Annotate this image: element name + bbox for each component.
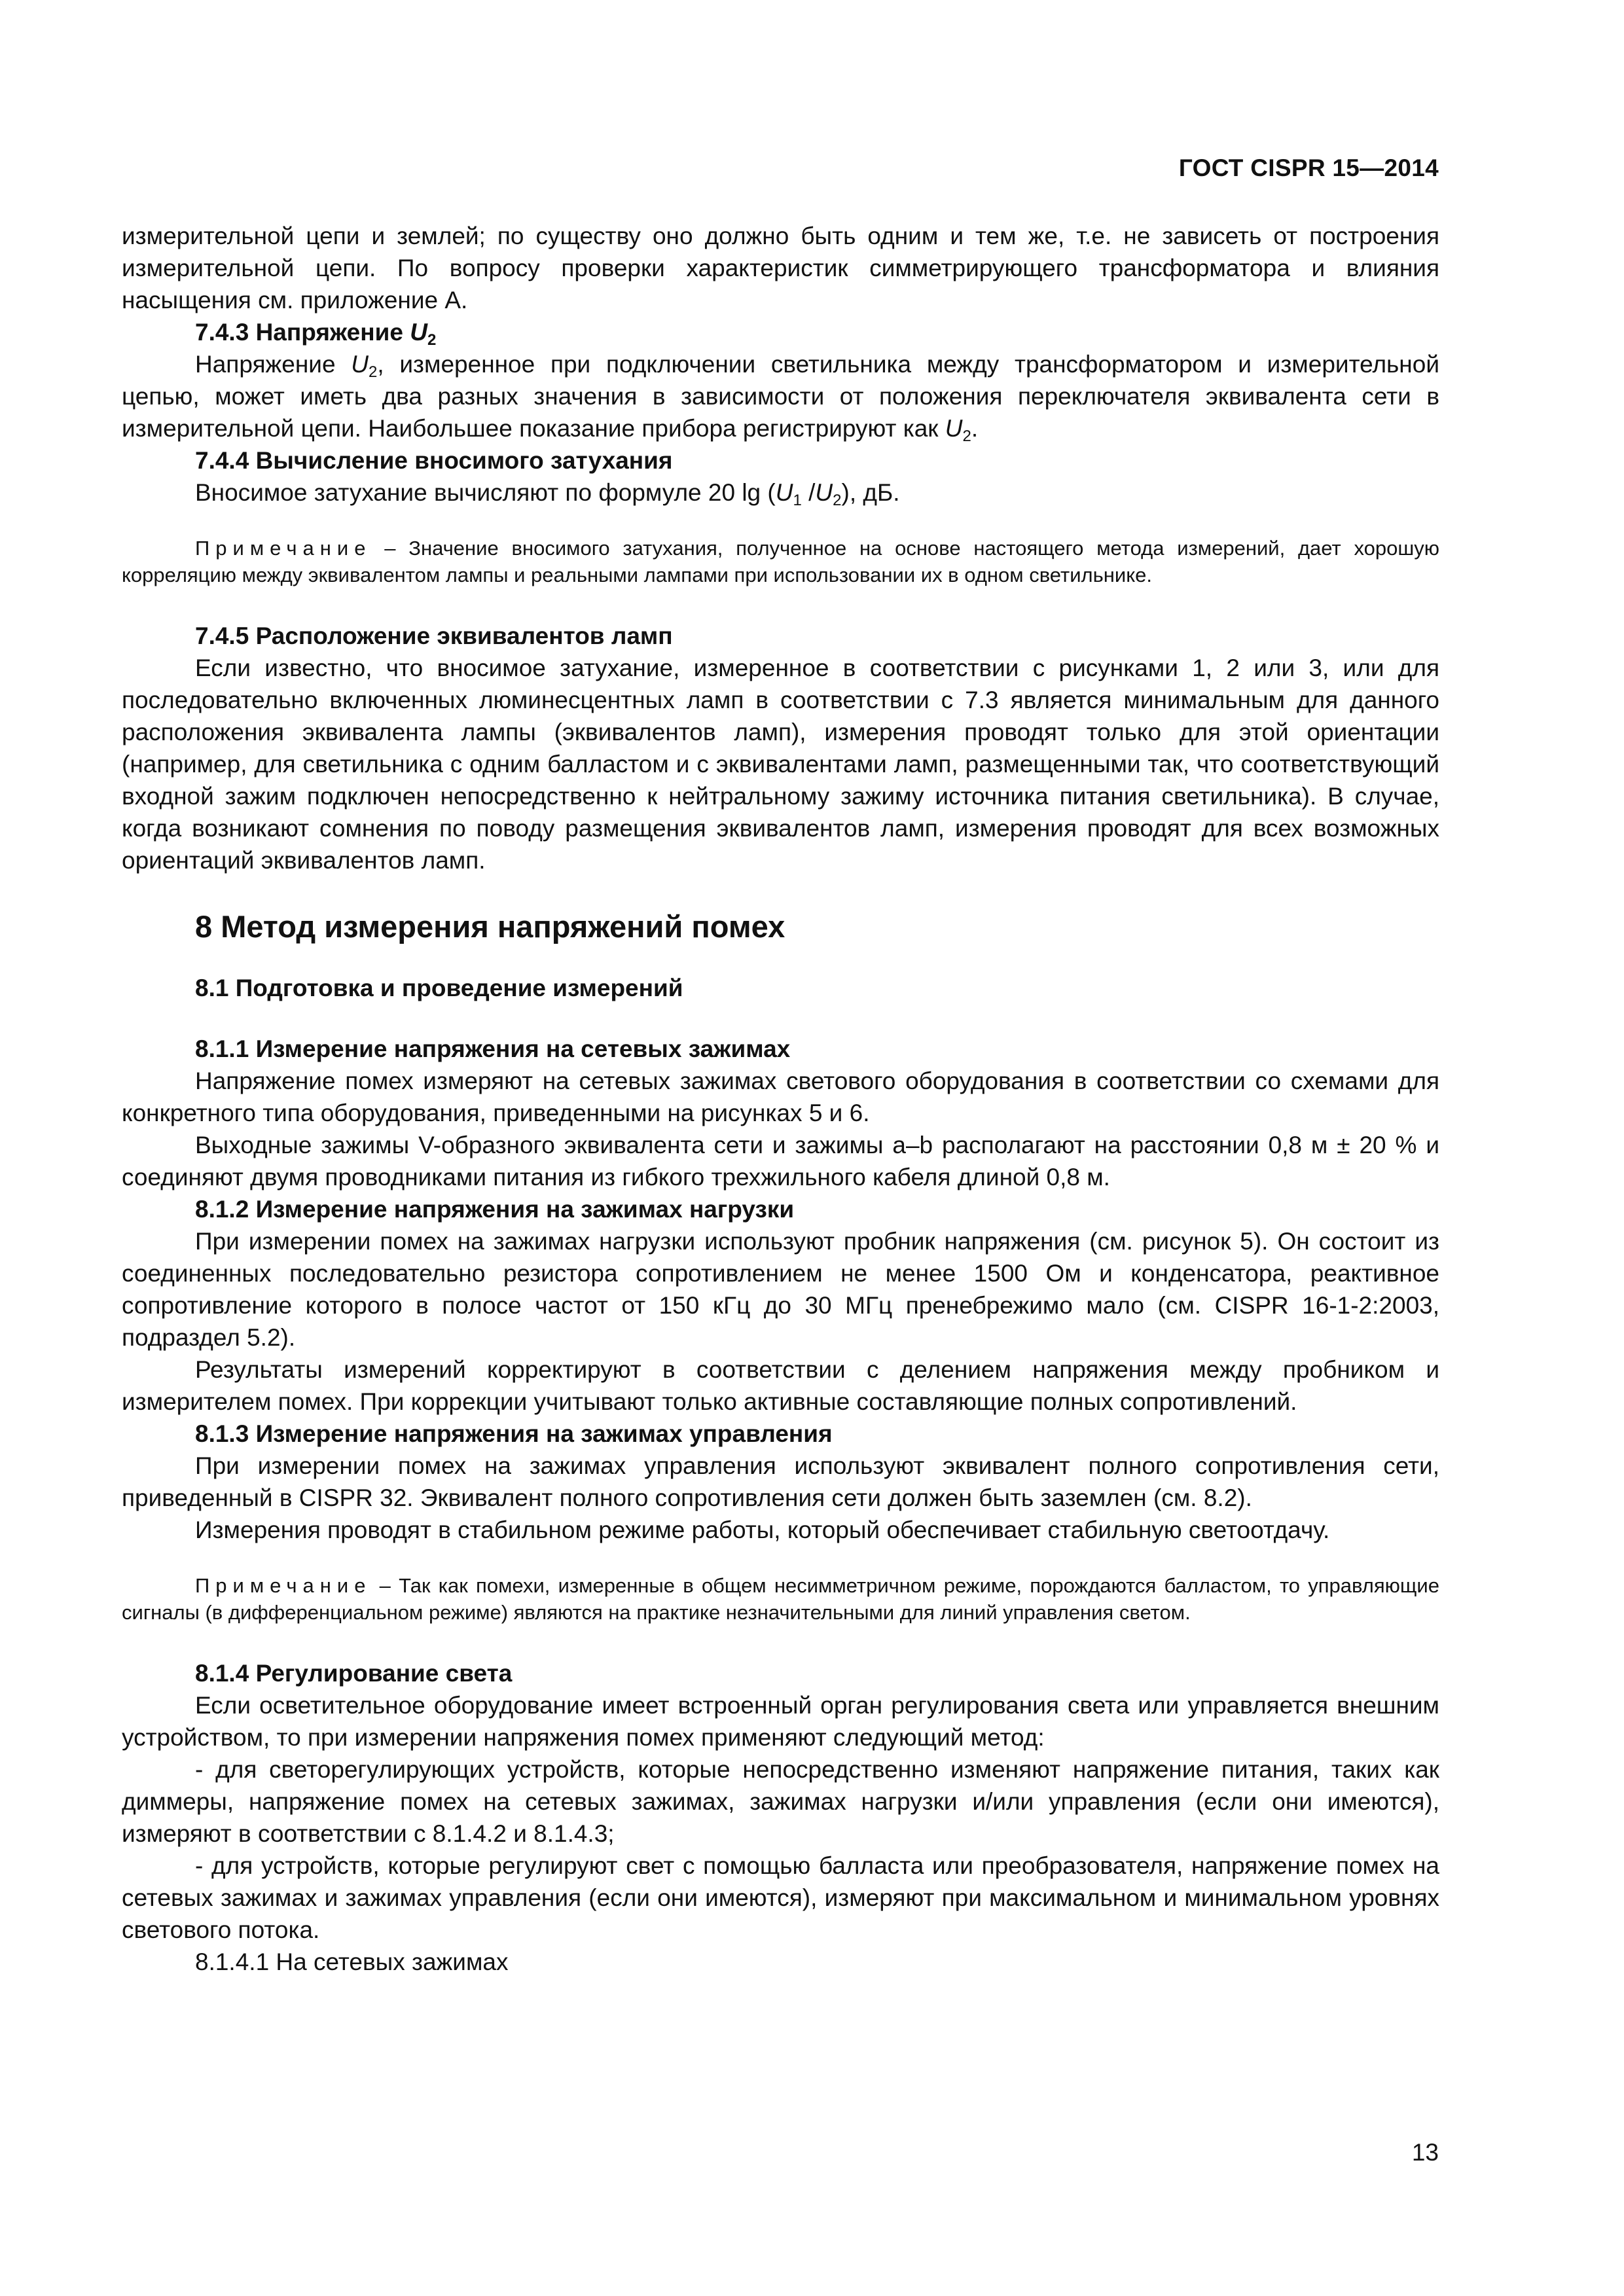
paragraph: Если известно, что вносимое затухание, измеренное в соответствии с рисунками 1, 2 или 3, или для последовательно включенных люминесцентных ламп в соответствии с 7.3 является минимальным для данного расположения эквивалента лампы (эквивалентов ламп), измерения проводят только для этой ориентации (например, для светильника с одним балластом и с эквивалентами ламп, размещенными так, что соответствующий входной зажим подключен непосредственно к нейтральному зажиму источника питания светильника). В случае, когда возникают сомнения по поводу размещения эквивалентов ламп, измерения проводят для всех возможных ориентаций эквивалентов ламп. [122,655,1439,874]
paragraph: При измерении помех на зажимах управления используют эквивалент полного сопротивления сети, приведенный в CISPR 32. Эквивалент полного сопротивления сети должен быть заземлен (см. 8.2). [122,1452,1439,1511]
paragraph: Измерения проводят в стабильном режиме работы, который обеспечивает стабильную светоотдачу. [195,1516,1330,1543]
section-heading-8-1-3: 8.1.3 Измерение напряжения на зажимах управления [195,1420,833,1447]
note: Примечание – Значение вносимого затухания, полученное на основе настоящего метода измерений, дает хорошую корреляцию между эквивалентом лампы и реальными лампами при использовании их в одном светильнике. [122,537,1439,586]
list-item: - для устройств, которые регулируют свет с помощью балласта или преобразователя, напряжение помех на сетевых зажимах и зажимах управления (если они имеются), измеряют при максимальном и минимальном уровнях светового потока. [122,1852,1439,1943]
list-item: - для светорегулирующих устройств, которые непосредственно изменяют напряжение питания, таких как диммеры, напряжение помех на сетевых зажимах, зажимах нагрузки и/или управления (если они имеются), измеряют в соответствии с 8.1.4.2 и 8.1.4.3; [122,1756,1439,1847]
section-heading-7-4-5: 7.4.5 Расположение эквивалентов ламп [195,622,673,649]
section-heading-8: 8 Метод измерения напряжений помех [195,909,785,944]
document-header: ГОСТ CISPR 15—2014 [1178,154,1439,181]
subsection-label-8-1-4-1: 8.1.4.1 На сетевых зажимах [195,1948,509,1975]
paragraph: измерительной цепи и землей; по существу оно должно быть одним и тем же, т.е. не зависеть от построения измерительной цепи. По вопросу проверки характеристик симметрирующего трансформатора и влияния насыщения см. приложение А. [122,223,1439,314]
note-label: Примечание [195,1574,372,1597]
section-heading-7-4-4: 7.4.4 Вычисление вносимого затухания [195,447,673,474]
paragraph: Выходные зажимы V-образного эквивалента сети и зажимы a–b располагают на расстоянии 0,8 м ± 20 % и соединяют двумя проводниками питания из гибкого трехжильного кабеля длиной 0,8 м. [122,1132,1439,1191]
paragraph: При измерении помех на зажимах нагрузки используют пробник напряжения (см. рисунок 5). Он состоит из соединенных последовательно резистора сопротивлением не менее 1500 Ом и конденсатора, реактивное сопротивление которого в полосе частот от 150 кГц до 30 МГц пренебрежимо мало (см. CISPR 16-1-2:2003, подраздел 5.2). [122,1228,1439,1351]
paragraph: Напряжение $U_2$, измеренное при подключении светильника между трансформатором и измерительной цепью, может иметь два разных значения в зависимости от положения переключателя эквивалента сети в измерительной цепи. Наибольшее показание прибора регистрируют как $U_2$. [122,351,1439,445]
section-heading-8-1-1: 8.1.1 Измерение напряжения на сетевых зажимах [195,1035,791,1062]
note: Примечание – Так как помехи, измеренные в общем несимметричном режиме, порождаются балластом, то управляющие сигналы (в дифференциальном режиме) являются на практике незначительными для линий управления светом. [122,1574,1439,1624]
section-heading-8-1-2: 8.1.2 Измерение напряжения на зажимах нагрузки [195,1196,795,1223]
paragraph: Результаты измерений корректируют в соответствии с делением напряжения между пробником и измерителем помех. При коррекции учитывают только активные составляющие полных сопротивлений. [122,1356,1439,1415]
section-heading-8-1: 8.1 Подготовка и проведение измерений [195,975,683,1001]
section-heading-8-1-4: 8.1.4 Регулирование света [195,1660,513,1687]
section-heading-7-4-3: 7.4.3 Напряжение $U_2$ [195,319,437,349]
note-label: Примечание [195,537,372,560]
formula-paragraph: Вносимое затухание вычисляют по формуле 20 $\lg (U_1$ $/U_2$), дБ. [195,479,900,509]
document-body [122,220,1439,1978]
paragraph: Напряжение помех измеряют на сетевых зажимах светового оборудования в соответствии со схемами для конкретного типа оборудования, приведенными на рисунках 5 и 6. [122,1067,1439,1126]
page-number: 13 [1411,2139,1439,2166]
paragraph: Если осветительное оборудование имеет встроенный орган регулирования света или управляется внешним устройством, то при измерении напряжения помех применяют следующий метод: [122,1692,1439,1751]
